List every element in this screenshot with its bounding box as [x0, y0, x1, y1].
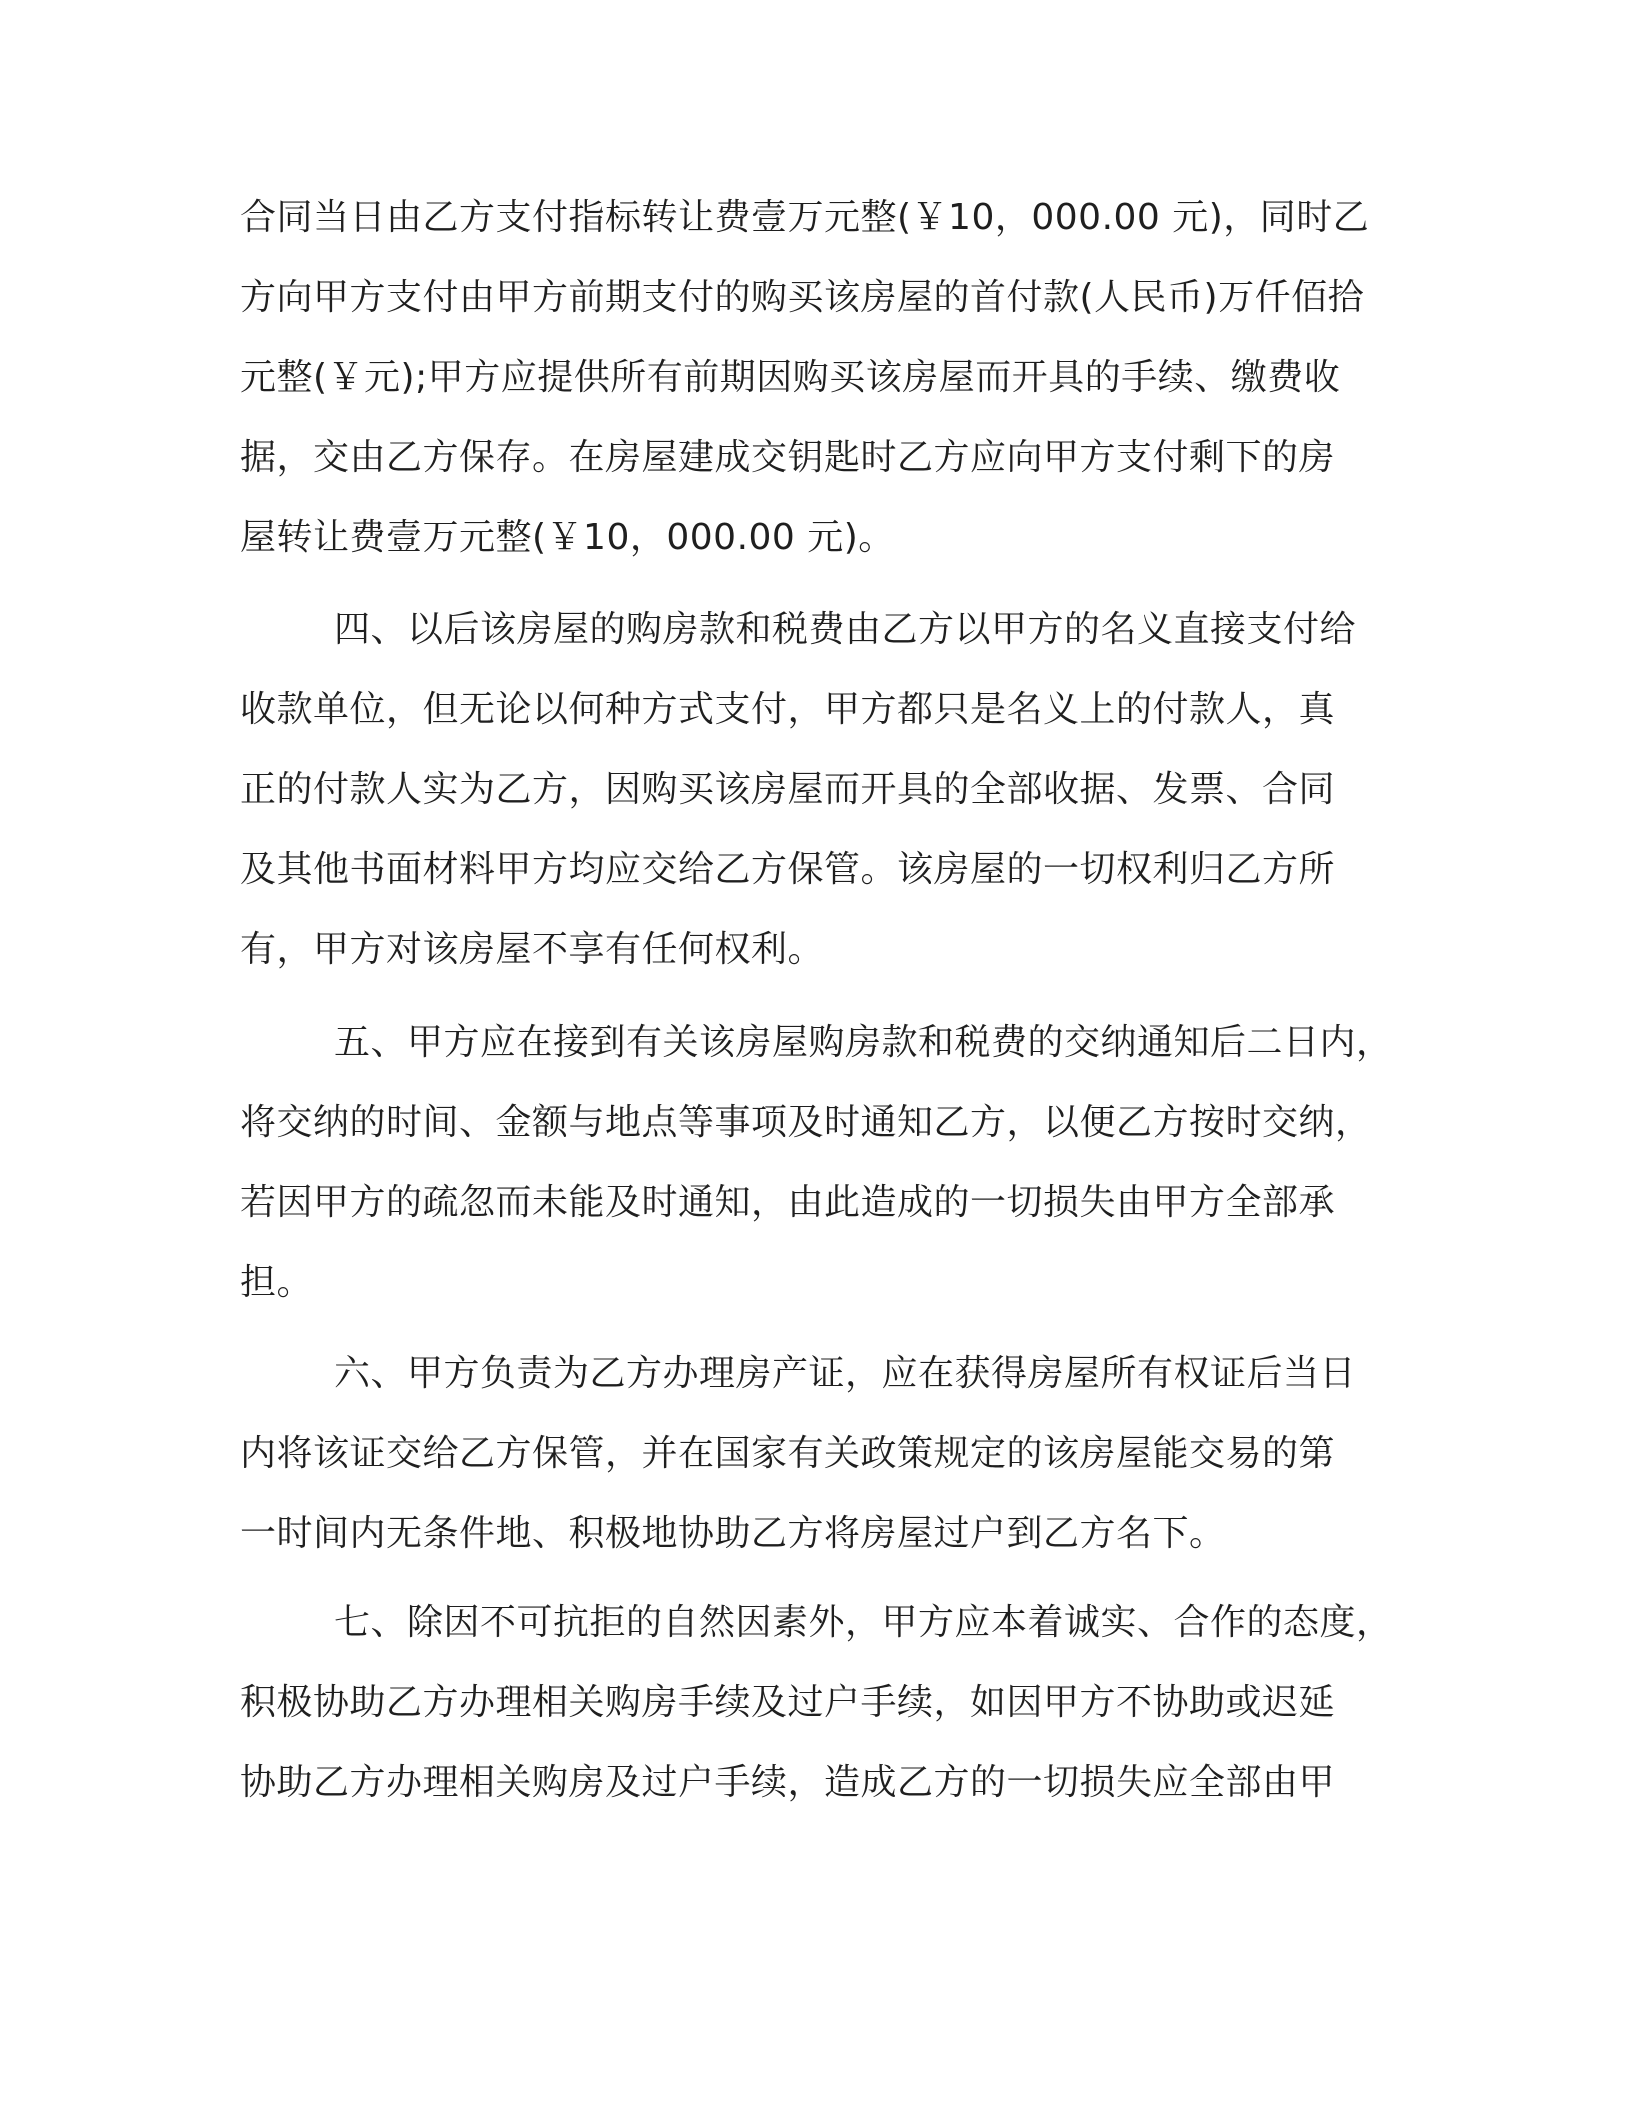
- paragraph-clause-five: [240, 1003, 1410, 1323]
- paragraph-clause-seven: [240, 1583, 1410, 1823]
- text-line: 据，交由乙方保存。在房屋建成交钥匙时乙方应向甲方支付剩下的房: [240, 437, 1336, 478]
- text-line: 积极协助乙方办理相关购房手续及过户手续，如因甲方不协助或迟延: [240, 1682, 1336, 1723]
- text-line: 合同当日由乙方支付指标转让费壹万元整(￥10，000.00 元)，同时乙: [240, 197, 1370, 238]
- text-line: 及其他书面材料甲方均应交给乙方保管。该房屋的一切权利归乙方所: [240, 849, 1336, 890]
- text-line: 方向甲方支付由甲方前期支付的购买该房屋的首付款(人民币)万仟佰拾: [240, 277, 1365, 318]
- text-line: 收款单位，但无论以何种方式支付，甲方都只是名义上的付款人，真: [240, 689, 1336, 730]
- text-line: 五、甲方应在接到有关该房屋购房款和税费的交纳通知后二日内，: [334, 1022, 1393, 1063]
- paragraph-clause-four: [240, 590, 1410, 990]
- text-line: 将交纳的时间、金额与地点等事项及时通知乙方，以便乙方按时交纳，: [240, 1102, 1372, 1143]
- text-line: 内将该证交给乙方保管，并在国家有关政策规定的该房屋能交易的第: [240, 1433, 1336, 1474]
- text-line: 屋转让费壹万元整(￥10，000.00 元)。: [240, 517, 895, 558]
- paragraph-clause-six: [240, 1334, 1410, 1574]
- paragraph-continued-clause-three: [240, 178, 1410, 578]
- text-line: 一时间内无条件地、积极地协助乙方将房屋过户到乙方名下。: [240, 1513, 1226, 1554]
- text-line: 六、甲方负责为乙方办理房产证，应在获得房屋所有权证后当日: [334, 1353, 1357, 1394]
- text-line: 七、除因不可抗拒的自然因素外，甲方应本着诚实、合作的态度，: [334, 1602, 1393, 1643]
- text-line: 协助乙方办理相关购房及过户手续，造成乙方的一切损失应全部由甲: [240, 1762, 1336, 1803]
- text-line: 四、以后该房屋的购房款和税费由乙方以甲方的名义直接支付给: [334, 609, 1357, 650]
- text-line: 正的付款人实为乙方，因购买该房屋而开具的全部收据、发票、合同: [240, 769, 1336, 810]
- text-line: 元整(￥元);甲方应提供所有前期因购买该房屋而开具的手续、缴费收: [240, 357, 1341, 398]
- text-line: 担。: [240, 1262, 314, 1303]
- text-line: 若因甲方的疏忽而未能及时通知，由此造成的一切损失由甲方全部承: [240, 1182, 1336, 1223]
- text-line: 有，甲方对该房屋不享有任何权利。: [240, 929, 825, 970]
